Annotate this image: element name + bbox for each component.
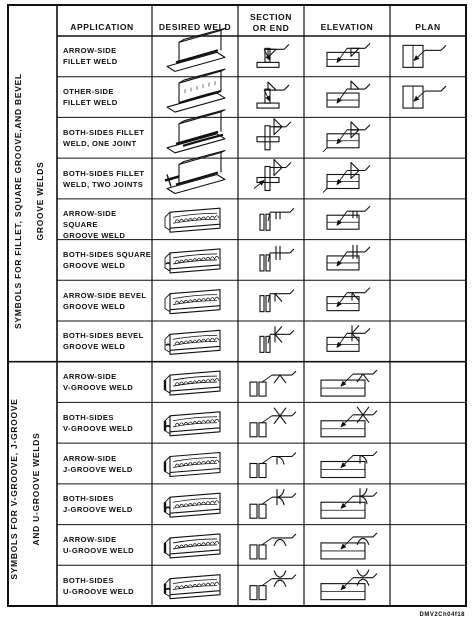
desired-weld-drawing — [165, 330, 220, 354]
elevation-view-drawing — [321, 570, 377, 600]
application-line1: OTHER-SIDE — [63, 87, 114, 97]
application-line2: WELD, TWO JOINTS — [63, 179, 144, 189]
application-line2: J-GROOVE WELD — [63, 505, 133, 515]
elevation-view-drawing — [323, 122, 370, 152]
section-view-drawing — [257, 82, 289, 108]
header-section-line1: SECTION — [250, 12, 292, 22]
application-label — [63, 168, 153, 190]
elevation-view-drawing — [321, 452, 377, 478]
application-label — [63, 45, 153, 67]
group-label-line2: AND U-GROOVE WELDS — [31, 432, 41, 546]
application-label — [63, 453, 153, 475]
desired-weld-drawing — [165, 290, 220, 314]
desired-weld-drawing — [165, 453, 220, 477]
desired-weld-drawing — [165, 534, 220, 558]
header-desired-weld: DESIRED WELD — [158, 22, 232, 32]
application-line1: BOTH-SIDES BEVEL — [63, 331, 144, 341]
group-label-line2: GROOVE WELDS — [35, 161, 45, 241]
section-view-drawing — [260, 290, 294, 312]
application-line1: ARROW-SIDE — [63, 372, 117, 382]
application-label — [63, 249, 153, 271]
application-line2: GROOVE WELD — [63, 231, 126, 241]
application-label — [63, 330, 153, 352]
application-line1: BOTH-SIDES — [63, 412, 114, 422]
group-label-v-j-u-groove — [0, 359, 41, 619]
section-view-drawing — [250, 408, 296, 437]
application-line1: BOTH-SIDES SQUARE — [63, 249, 152, 259]
section-view-drawing — [250, 534, 296, 559]
application-label — [63, 127, 153, 149]
application-label — [63, 290, 153, 312]
application-line2: WELD, ONE JOINT — [63, 138, 137, 148]
elevation-view-drawing — [327, 81, 370, 107]
application-line1: BOTH-SIDES FILLET — [63, 168, 145, 178]
elevation-view-drawing — [327, 43, 370, 66]
application-label — [63, 208, 153, 241]
application-line1: ARROW-SIDE SQUARE — [63, 209, 117, 230]
application-line2: U-GROOVE WELD — [63, 586, 135, 596]
plan-view-drawing — [403, 45, 446, 67]
section-view-drawing — [260, 208, 294, 230]
desired-weld-drawing — [165, 208, 220, 232]
application-label — [63, 86, 153, 108]
desired-weld-drawing — [165, 249, 220, 273]
application-label — [63, 575, 153, 597]
group-label-fillet-square-bevel — [2, 46, 45, 356]
header-elevation: ELEVATION — [320, 22, 374, 32]
elevation-view-drawing — [321, 370, 377, 396]
header-plan: PLAN — [415, 22, 441, 32]
header-section-line2: OR END — [252, 23, 290, 33]
application-line2: GROOVE WELD — [63, 342, 126, 352]
group-label-line1: SYMBOLS FOR FILLET, SQUARE GROOVE,AND BEVEL — [13, 73, 23, 329]
section-view-drawing — [250, 371, 296, 396]
application-line2: J-GROOVE WELD — [63, 464, 133, 474]
application-line1: BOTH-SIDES — [63, 575, 114, 585]
section-view-drawing — [250, 571, 296, 600]
application-line1: ARROW-SIDE — [63, 534, 117, 544]
elevation-view-drawing — [327, 288, 370, 311]
elevation-view-drawing — [321, 488, 377, 518]
desired-weld-drawing — [165, 371, 220, 395]
header-application: APPLICATION — [70, 22, 134, 32]
application-line2: U-GROOVE WELD — [63, 545, 135, 555]
desired-weld-drawing — [167, 110, 225, 153]
elevation-view-drawing — [327, 245, 370, 270]
application-label — [63, 493, 153, 515]
plan-view-drawing — [403, 86, 446, 108]
application-label — [63, 371, 153, 393]
application-line1: BOTH-SIDES — [63, 494, 114, 504]
elevation-view-drawing — [321, 407, 377, 437]
elevation-view-drawing — [327, 206, 370, 229]
section-view-drawing — [250, 489, 296, 518]
desired-weld-drawing — [165, 151, 225, 194]
application-line2: V-GROOVE WELD — [63, 383, 134, 393]
group-label-line1: SYMBOLS FOR V-GROOVE, J-GROOVE — [9, 398, 19, 580]
application-line1: ARROW-SIDE BEVEL — [63, 290, 147, 300]
application-line2: GROOVE WELD — [63, 260, 126, 270]
section-view-drawing — [260, 326, 294, 352]
application-line2: V-GROOVE WELD — [63, 423, 134, 433]
application-line1: BOTH-SIDES FILLET — [63, 127, 145, 137]
desired-weld-drawing — [167, 69, 225, 112]
application-line2: FILLET WELD — [63, 98, 118, 108]
desired-weld-drawing — [165, 412, 220, 436]
desired-weld-drawing — [165, 575, 220, 599]
elevation-view-drawing — [323, 163, 370, 193]
application-line2: GROOVE WELD — [63, 301, 126, 311]
desired-weld-drawing — [167, 28, 225, 71]
section-view-drawing — [250, 453, 296, 478]
elevation-view-drawing — [327, 325, 370, 351]
application-line1: ARROW-SIDE — [63, 453, 117, 463]
application-label — [63, 534, 153, 556]
elevation-view-drawing — [321, 533, 377, 559]
desired-weld-drawing — [165, 493, 220, 517]
application-line2: FILLET WELD — [63, 57, 118, 67]
section-view-drawing — [260, 246, 294, 271]
application-label — [63, 412, 153, 434]
section-view-drawing — [257, 44, 289, 67]
application-line1: ARROW-SIDE — [63, 46, 117, 56]
figure-id: DMV2Ch04f18 — [419, 612, 465, 618]
section-view-drawing — [254, 160, 291, 191]
section-view-drawing — [257, 119, 291, 150]
